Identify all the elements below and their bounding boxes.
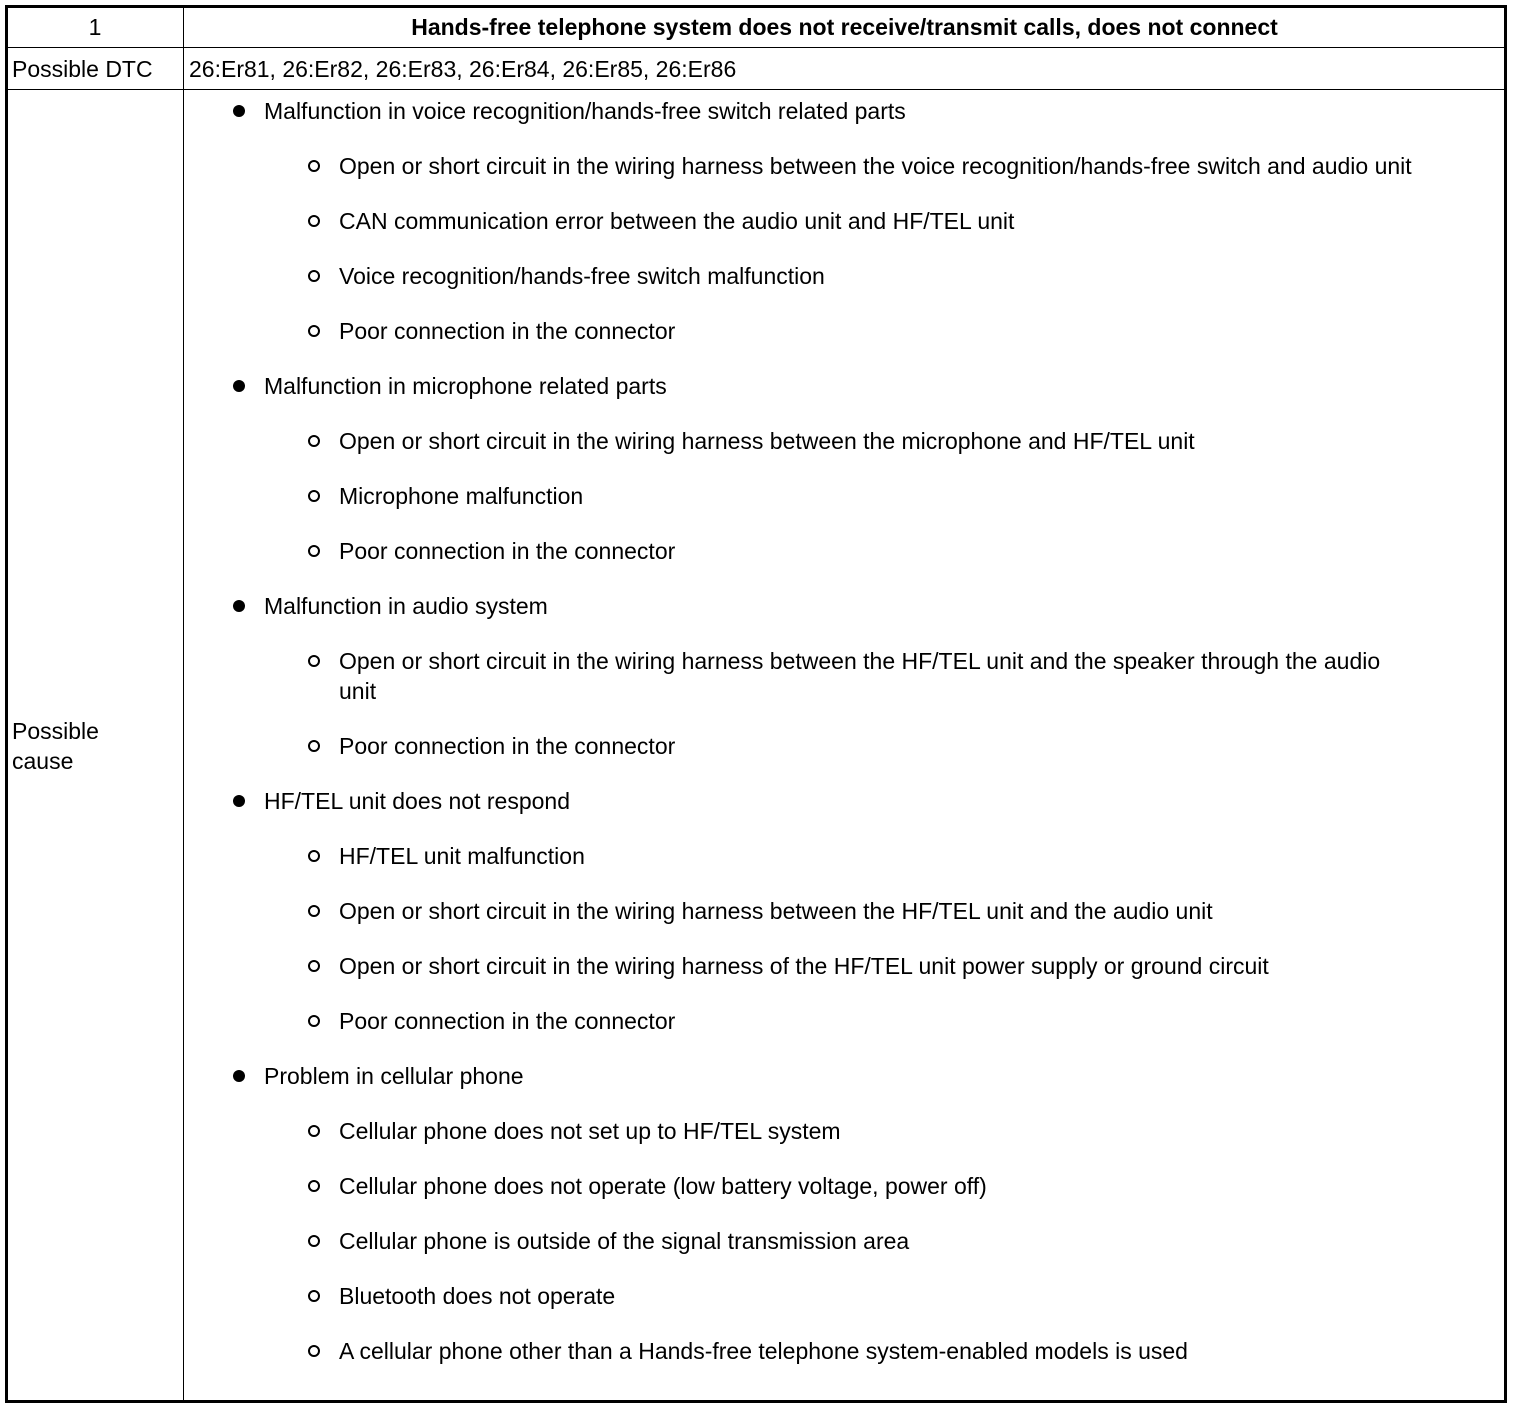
hollow-bullet-icon [308, 960, 320, 972]
cause-item-list [264, 646, 1505, 761]
symptom-title: Hands-free telephone system does not receive/transmit calls, does not connect [184, 7, 1506, 48]
cause-item-text: A cellular phone other than a Hands-free telephone system-enabled models is used [339, 1338, 1188, 1364]
cause-item-text: Open or short circuit in the wiring harness between the HF/TEL unit and the audio unit [339, 898, 1213, 924]
filled-bullet-icon [233, 795, 245, 807]
cause-group [184, 96, 1505, 346]
cause-item-text: Cellular phone does not operate (low battery voltage, power off) [339, 1173, 987, 1199]
cause-item [264, 731, 1505, 761]
cause-group-title: Malfunction in voice recognition/hands-free switch related parts [264, 98, 906, 124]
filled-bullet-icon [233, 1070, 245, 1082]
cause-label-text: Possible cause [12, 717, 99, 774]
cause-item [264, 1171, 1505, 1201]
cause-item [264, 841, 1505, 871]
step-number: 1 [7, 7, 184, 48]
cause-item [264, 896, 1505, 926]
cause-item [264, 206, 1505, 236]
cause-item-text: Open or short circuit in the wiring harness of the HF/TEL unit power supply or ground circuit [339, 953, 1269, 979]
hollow-bullet-icon [308, 1235, 320, 1247]
hollow-bullet-icon [308, 1290, 320, 1302]
cause-item-text: Poor connection in the connector [339, 318, 676, 344]
filled-bullet-icon [233, 105, 245, 117]
cause-item [264, 646, 1505, 706]
dtc-label: Possible DTC [7, 48, 184, 90]
cause-item-text: Open or short circuit in the wiring harness between the HF/TEL unit and the speaker through the audio unit [339, 648, 1381, 704]
hollow-bullet-icon [308, 325, 320, 337]
table-header-row [7, 7, 1506, 48]
filled-bullet-icon [233, 600, 245, 612]
cause-item-text: Microphone malfunction [339, 483, 584, 509]
cause-group-title: Malfunction in audio system [264, 593, 548, 619]
cause-group-title: Malfunction in microphone related parts [264, 373, 667, 399]
cause-group [184, 371, 1505, 566]
cause-item-text: Open or short circuit in the wiring harness between the microphone and HF/TEL unit [339, 428, 1195, 454]
hollow-bullet-icon [308, 160, 320, 172]
hollow-bullet-icon [308, 270, 320, 282]
cause-item-text: Poor connection in the connector [339, 1008, 676, 1034]
cause-row [7, 90, 1506, 1402]
cause-item-text: Bluetooth does not operate [339, 1283, 616, 1309]
cause-item-list [264, 151, 1505, 346]
dtc-row [7, 48, 1506, 90]
hollow-bullet-icon [308, 740, 320, 752]
cause-list-cell [184, 90, 1506, 1402]
cause-item-text: Cellular phone does not set up to HF/TEL system [339, 1118, 841, 1144]
cause-item [264, 1336, 1505, 1366]
cause-item [264, 1006, 1505, 1036]
cause-item-text: Cellular phone is outside of the signal transmission area [339, 1228, 910, 1254]
cause-item [264, 1116, 1505, 1146]
cause-item-list [264, 1116, 1505, 1366]
cause-item [264, 951, 1505, 981]
cause-item-list [264, 426, 1505, 566]
cause-group-list [184, 90, 1505, 1366]
cause-group-title: Problem in cellular phone [264, 1063, 524, 1089]
cause-item [264, 1281, 1505, 1311]
cause-item [264, 151, 1505, 181]
cause-item-text: HF/TEL unit malfunction [339, 843, 585, 869]
cause-item [264, 261, 1505, 291]
dtc-codes: 26:Er81, 26:Er82, 26:Er83, 26:Er84, 26:Er85, 26:Er86 [184, 48, 1506, 90]
cause-item-text: CAN communication error between the audio unit and HF/TEL unit [339, 208, 1015, 234]
cause-item-text: Poor connection in the connector [339, 733, 676, 759]
hollow-bullet-icon [308, 905, 320, 917]
cause-item [264, 426, 1505, 456]
hollow-bullet-icon [308, 435, 320, 447]
hollow-bullet-icon [308, 1345, 320, 1357]
cause-item [264, 316, 1505, 346]
cause-item [264, 481, 1505, 511]
cause-item-text: Open or short circuit in the wiring harness between the voice recognition/hands-free switch and audio unit [339, 153, 1412, 179]
hollow-bullet-icon [308, 655, 320, 667]
hollow-bullet-icon [308, 545, 320, 557]
hollow-bullet-icon [308, 850, 320, 862]
hollow-bullet-icon [308, 490, 320, 502]
hollow-bullet-icon [308, 1015, 320, 1027]
hollow-bullet-icon [308, 215, 320, 227]
hollow-bullet-icon [308, 1180, 320, 1192]
cause-item-text: Poor connection in the connector [339, 538, 676, 564]
filled-bullet-icon [233, 380, 245, 392]
diagnostic-table [6, 6, 1506, 1402]
cause-group [184, 591, 1505, 761]
cause-item [264, 1226, 1505, 1256]
cause-label [7, 90, 184, 1402]
cause-group-title: HF/TEL unit does not respond [264, 788, 570, 814]
hollow-bullet-icon [308, 1125, 320, 1137]
cause-item-text: Voice recognition/hands-free switch malfunction [339, 263, 825, 289]
cause-item [264, 536, 1505, 566]
cause-group [184, 1061, 1505, 1366]
cause-item-list [264, 841, 1505, 1036]
cause-group [184, 786, 1505, 1036]
